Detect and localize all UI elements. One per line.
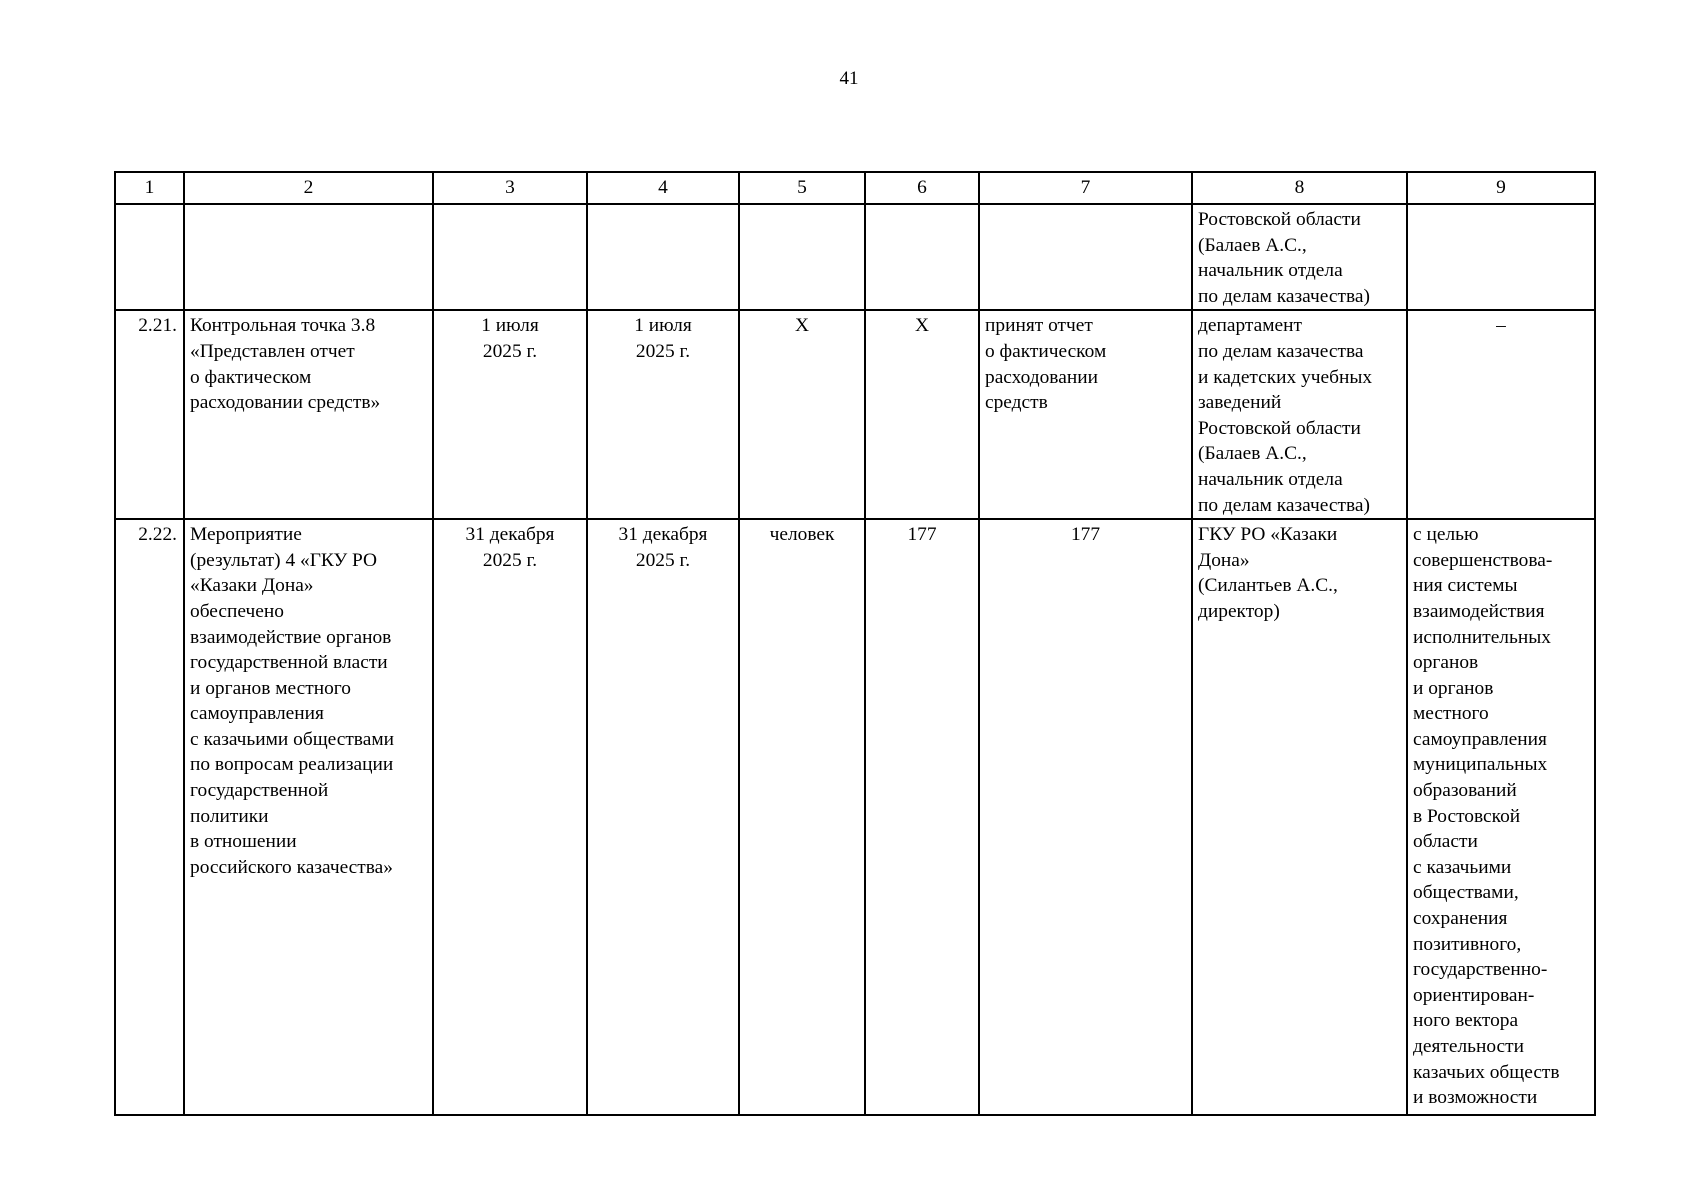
name-cell: Мероприятие (результат) 4 «ГКУ РО «Казаки Дона» обеспечено взаимодействие органов государственной власти и органов местного самоуправления с казачьими обществами по вопросам реализации государственной политики в отношении российского казачества» xyxy=(184,519,433,1115)
column-header: 6 xyxy=(865,172,979,204)
column-number-row xyxy=(115,172,1595,204)
note-cell xyxy=(1407,204,1595,310)
column-header: 8 xyxy=(1192,172,1407,204)
start-date-cell xyxy=(433,204,587,310)
responsible-cell: ГКУ РО «Казаки Дона» (Силантьев А.С., директор) xyxy=(1192,519,1407,1115)
unit-cell xyxy=(739,204,865,310)
program-table xyxy=(114,171,1596,1116)
column-header: 1 xyxy=(115,172,184,204)
table-row xyxy=(115,204,1595,310)
unit-cell: Х xyxy=(739,310,865,519)
row-number-cell: 2.21. xyxy=(115,310,184,519)
plan-value-cell: 177 xyxy=(865,519,979,1115)
end-date-cell xyxy=(587,204,739,310)
page-number: 41 xyxy=(839,68,859,89)
column-header: 5 xyxy=(739,172,865,204)
column-header: 7 xyxy=(979,172,1192,204)
column-header: 9 xyxy=(1407,172,1595,204)
table-row xyxy=(115,519,1595,1115)
note-cell: – xyxy=(1407,310,1595,519)
row-number-cell xyxy=(115,204,184,310)
result-cell xyxy=(979,204,1192,310)
plan-value-cell xyxy=(865,204,979,310)
column-header: 4 xyxy=(587,172,739,204)
unit-cell: человек xyxy=(739,519,865,1115)
start-date-cell: 31 декабря 2025 г. xyxy=(433,519,587,1115)
row-number-cell: 2.22. xyxy=(115,519,184,1115)
end-date-cell: 1 июля 2025 г. xyxy=(587,310,739,519)
start-date-cell: 1 июля 2025 г. xyxy=(433,310,587,519)
result-cell: принят отчет о фактическом расходовании средств xyxy=(979,310,1192,519)
column-header: 2 xyxy=(184,172,433,204)
table-row xyxy=(115,310,1595,519)
column-header: 3 xyxy=(433,172,587,204)
result-cell: 177 xyxy=(979,519,1192,1115)
responsible-cell: департамент по делам казачества и кадетских учебных заведений Ростовской области (Балаев А.С., начальник отдела по делам казачества) xyxy=(1192,310,1407,519)
name-cell: Контрольная точка 3.8 «Представлен отчет о фактическом расходовании средств» xyxy=(184,310,433,519)
end-date-cell: 31 декабря 2025 г. xyxy=(587,519,739,1115)
note-cell: с целью совершенствова- ния системы взаимодействия исполнительных органов и органов местного самоуправления муниципальных образований в Ростовской области с казачьими обществами, сохранения позитивного, государственно- ориентирован- ного вектора деятельности казачьих обществ и возможности xyxy=(1407,519,1595,1115)
plan-value-cell: Х xyxy=(865,310,979,519)
name-cell xyxy=(184,204,433,310)
responsible-cell: Ростовской области (Балаев А.С., начальник отдела по делам казачества) xyxy=(1192,204,1407,310)
